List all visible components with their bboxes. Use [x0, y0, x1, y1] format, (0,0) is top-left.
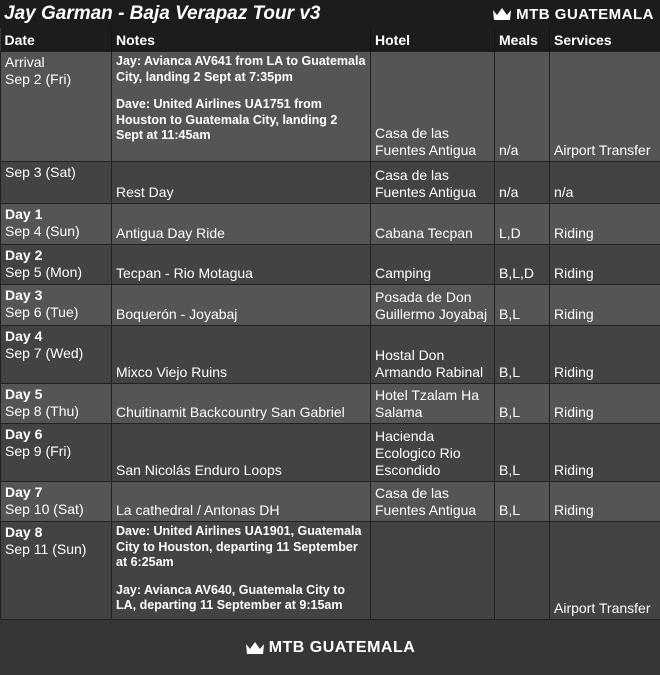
date-label: Sep 11 (Sun) [5, 541, 87, 557]
services-cell: Airport Transfer [550, 52, 660, 162]
column-header-notes: Notes [112, 28, 371, 52]
table-row [1, 52, 660, 162]
hotel-cell: Posada de Don Guillermo Joyabaj [371, 285, 495, 326]
date-cell [1, 245, 112, 285]
day-label: Day 8 [5, 524, 43, 540]
date-cell [1, 384, 112, 424]
column-header-hotel: Hotel [371, 28, 495, 52]
services-cell: Riding [550, 285, 660, 326]
services-cell: Airport Transfer [550, 522, 660, 620]
column-header-date: Date [1, 28, 112, 52]
notes-cell: La cathedral / Antonas DH [112, 482, 371, 522]
meals-cell: n/a [495, 162, 550, 204]
date-label: Sep 10 (Sat) [5, 501, 84, 517]
notes-cell: Boquerón - Joyabaj [112, 285, 371, 326]
services-cell: Riding [550, 204, 660, 245]
page-title: Jay Garman - Baja Verapaz Tour v3 [4, 3, 321, 24]
meals-cell: B,L [495, 384, 550, 424]
day-label: Day 3 [5, 287, 43, 303]
hotel-cell: Hotel Tzalam Ha Salama [371, 384, 495, 424]
table-row [1, 482, 660, 522]
services-cell: Riding [550, 482, 660, 522]
notes-cell [112, 522, 371, 620]
flight-note: Dave: United Airlines UA1751 from Houston to Guatemala City, landing 2 Sept at 11:45am [116, 97, 338, 142]
date-cell [1, 52, 112, 162]
table-row [1, 285, 660, 326]
day-label: Day 1 [5, 206, 43, 222]
table-header-row [1, 28, 660, 52]
table-row [1, 522, 660, 620]
meals-cell: L,D [495, 204, 550, 245]
notes-cell: Tecpan - Rio Motagua [112, 245, 371, 285]
flight-note: Jay: Avianca AV640, Guatemala City to LA, departing 11 September at 9:15am [116, 582, 346, 612]
flight-note: Jay: Avianca AV641 from LA to Guatemala City, landing 2 Sept at 7:35pm [116, 54, 366, 84]
day-label: Day 4 [5, 328, 43, 344]
meals-cell: B,L,D [495, 245, 550, 285]
footer-brand-name: MTB GUATEMALA [268, 638, 416, 656]
date-cell [1, 482, 112, 522]
meals-cell: B,L [495, 285, 550, 326]
hotel-cell: Cabana Tecpan [371, 204, 495, 245]
hotel-cell: Casa de las Fuentes Antigua [371, 162, 495, 204]
services-cell: Riding [550, 424, 660, 482]
date-label: Sep 6 (Tue) [5, 304, 79, 320]
date-cell [1, 522, 112, 620]
date-label: Sep 5 (Mon) [5, 264, 83, 280]
meals-cell: B,L [495, 326, 550, 384]
table-row [1, 162, 660, 204]
meals-cell: B,L [495, 482, 550, 522]
hotel-cell: Hacienda Ecologico Rio Escondido [371, 424, 495, 482]
table-row [1, 384, 660, 424]
meals-cell [495, 522, 550, 620]
day-label: Day 5 [5, 386, 43, 402]
notes-cell: Mixco Viejo Ruins [112, 326, 371, 384]
meals-cell: n/a [495, 52, 550, 162]
date-label: Sep 9 (Fri) [5, 443, 72, 459]
day-label: Day 2 [5, 247, 43, 263]
footer [0, 620, 660, 675]
hotel-cell: Camping [371, 245, 495, 285]
table-row [1, 245, 660, 285]
column-header-meals: Meals [495, 28, 550, 52]
table-row [1, 424, 660, 482]
crown-icon [492, 7, 512, 21]
day-label: Day 6 [5, 426, 43, 442]
notes-cell: Antigua Day Ride [112, 204, 371, 245]
itinerary-table [0, 28, 660, 620]
hotel-cell: Casa de las Fuentes Antigua [371, 52, 495, 162]
notes-cell: Chuitinamit Backcountry San Gabriel [112, 384, 371, 424]
crown-icon [245, 641, 265, 655]
flight-note: Dave: United Airlines UA1901, Guatemala City to Houston, departing 11 September at 6:25am [116, 524, 362, 569]
notes-cell: Rest Day [112, 162, 371, 204]
date-label: Sep 8 (Thu) [5, 403, 79, 419]
brand-logo [492, 6, 654, 23]
date-cell [1, 326, 112, 384]
meals-cell: B,L [495, 424, 550, 482]
notes-cell [112, 52, 371, 162]
table-row [1, 326, 660, 384]
date-label: Arrival Sep 2 (Fri) [5, 54, 72, 87]
date-label: Sep 4 (Sun) [5, 223, 80, 239]
date-cell [1, 285, 112, 326]
table-row [1, 204, 660, 245]
brand-name: MTB GUATEMALA [516, 5, 654, 23]
title-bar [0, 0, 660, 28]
hotel-cell [371, 522, 495, 620]
notes-cell: San Nicolás Enduro Loops [112, 424, 371, 482]
services-cell: Riding [550, 326, 660, 384]
date-cell [1, 204, 112, 245]
column-header-services: Services [550, 28, 660, 52]
date-label: Sep 3 (Sat) [5, 164, 76, 180]
footer-brand-logo [245, 639, 416, 657]
day-label: Day 7 [5, 484, 43, 500]
services-cell: Riding [550, 245, 660, 285]
date-label: Sep 7 (Wed) [5, 345, 84, 361]
date-cell [1, 424, 112, 482]
hotel-cell: Hostal Don Armando Rabinal [371, 326, 495, 384]
services-cell: n/a [550, 162, 660, 204]
hotel-cell: Casa de las Fuentes Antigua [371, 482, 495, 522]
date-cell [1, 162, 112, 204]
services-cell: Riding [550, 384, 660, 424]
